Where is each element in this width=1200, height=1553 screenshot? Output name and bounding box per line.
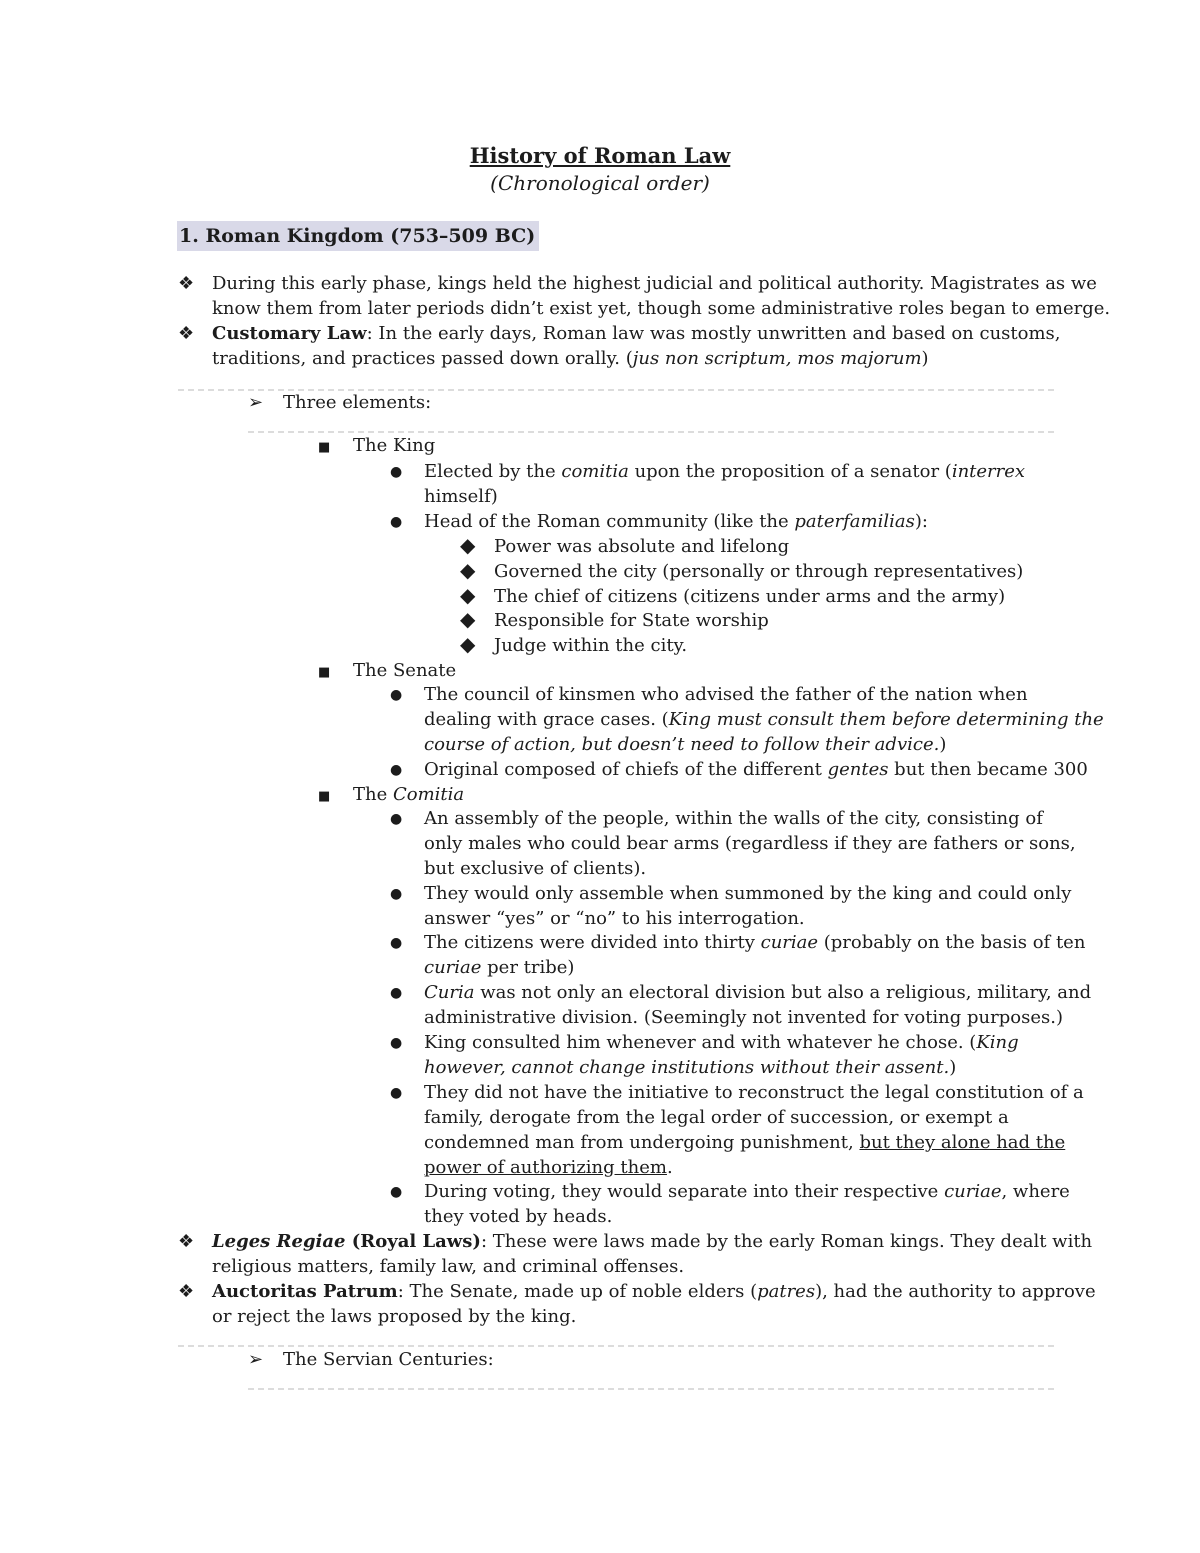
- senate-council-text: dealing with grace cases. (: [424, 709, 669, 730]
- customary-law-text-2: traditions, and practices passed down orally. (: [212, 348, 633, 369]
- square-bullet-icon: ■: [318, 789, 331, 804]
- section-heading-roman-kingdom: 1. Roman Kingdom (753–509 BC): [177, 221, 539, 251]
- senate-original-text-b: but then became 300: [888, 759, 1088, 780]
- dot-bullet-icon: ●: [390, 514, 403, 530]
- king-head-text-a: Head of the Roman community (like the: [424, 511, 795, 532]
- comitia-consulted-italic-2: however, cannot change institutions without their assent.: [424, 1057, 950, 1078]
- dashed-separator: [248, 1388, 1054, 1390]
- leges-regiae-label: Leges Regiae: [212, 1231, 346, 1252]
- king-governed-item: Governed the city (personally or through representatives): [494, 561, 1024, 582]
- customary-law-close: ): [921, 348, 929, 369]
- senate-council-line-3: [424, 732, 946, 757]
- arrow-bullet-icon: ➢: [248, 392, 264, 413]
- fancy-diamond-bullet-icon: ❖: [178, 1231, 195, 1252]
- comitia-initiative-line-2: family, derogate from the legal order of succession, or exempt a: [424, 1107, 1009, 1128]
- comitia-voting-text-b: , where: [1001, 1181, 1070, 1202]
- auctoritas-text-a: : The Senate, made up of noble elders (: [397, 1281, 758, 1302]
- comitia-curia-line-2: administrative division. (Seemingly not invented for voting purposes.): [424, 1007, 1063, 1028]
- comitia-label: [353, 782, 464, 807]
- comitia-curiae-line-1: [424, 930, 1085, 955]
- diamond-bullet-icon: ◆: [460, 583, 476, 607]
- bullet-intro-line-2: know them from later periods didn’t exist yet, though some administrative roles began to emerge.: [212, 298, 1111, 319]
- auctoritas-label: Auctoritas Patrum: [212, 1281, 398, 1302]
- comitia-consulted-line-2: [424, 1055, 956, 1080]
- senate-council-italic-2: course of action, but doesn’t need to follow their advice.: [424, 734, 940, 755]
- comitia-summoned-line-2: answer “yes” or “no” to his interrogation.: [424, 908, 805, 929]
- comitia-curiae-line-2: [424, 955, 574, 980]
- comitia-label-italic: Comitia: [392, 784, 465, 805]
- customary-law-line-2: [212, 346, 929, 371]
- comitia-label-a: The: [353, 784, 393, 805]
- comitia-consulted-text: King consulted him whenever and with whatever he chose. (: [424, 1032, 977, 1053]
- king-elected-text-b: upon the proposition of a senator (: [628, 461, 952, 482]
- comitia-initiative-underlined-2: power of authorizing them: [424, 1157, 667, 1178]
- king-elected-text-a: Elected by the: [424, 461, 562, 482]
- comitia-voting-italic: curiae: [944, 1181, 1002, 1202]
- dot-bullet-icon: ●: [390, 935, 403, 951]
- comitia-consulted-line-1: [424, 1030, 1019, 1055]
- comitia-summoned-line-1: They would only assemble when summoned by the king and could only: [424, 883, 1072, 904]
- square-bullet-icon: ■: [318, 665, 331, 680]
- auctoritas-patres: patres: [757, 1281, 816, 1302]
- diamond-bullet-icon: ◆: [460, 533, 476, 557]
- leges-regiae-text: : These were laws made by the early Roman kings. They dealt with: [480, 1231, 1093, 1252]
- king-chief-item: The chief of citizens (citizens under arms and the army): [494, 586, 1006, 607]
- comitia-curiae-text-a: The citizens were divided into thirty: [424, 932, 761, 953]
- arrow-bullet-icon: ➢: [248, 1349, 264, 1370]
- auctoritas-text-b: ), had the authority to approve: [815, 1281, 1096, 1302]
- comitia-curia-italic: Curia: [424, 982, 475, 1003]
- comitia-curiae-text-b: (probably on the basis of ten: [818, 932, 1086, 953]
- dot-bullet-icon: ●: [390, 811, 403, 827]
- dot-bullet-icon: ●: [390, 1085, 403, 1101]
- dot-bullet-icon: ●: [390, 464, 403, 480]
- comitia-initiative-line-1: They did not have the initiative to reconstruct the legal constitution of a: [424, 1082, 1084, 1103]
- comitia-curia-text: was not only an electoral division but also a religious, military, and: [474, 982, 1092, 1003]
- senate-council-line-1: The council of kinsmen who advised the father of the nation when: [424, 684, 1028, 705]
- diamond-bullet-icon: ◆: [460, 632, 476, 656]
- customary-law-line-1: [212, 321, 1061, 346]
- diamond-bullet-icon: ◆: [460, 558, 476, 582]
- king-elected-line-2: himself): [424, 486, 498, 507]
- comitia-consulted-close: ): [949, 1057, 957, 1078]
- king-elected-interrex: interrex: [951, 461, 1026, 482]
- king-label: The King: [353, 435, 436, 456]
- diamond-bullet-icon: ◆: [460, 607, 476, 631]
- senate-council-close: ): [939, 734, 947, 755]
- auctoritas-line-2: or reject the laws proposed by the king.: [212, 1306, 577, 1327]
- comitia-curiae-italic-2: curiae: [424, 957, 482, 978]
- king-judge-item: Judge within the city.: [494, 635, 688, 656]
- king-head-paterfamilias: paterfamilias: [794, 511, 915, 532]
- senate-original-gentes: gentes: [827, 759, 889, 780]
- customary-law-label: Customary Law: [212, 323, 367, 344]
- king-worship-item: Responsible for State worship: [494, 610, 769, 631]
- comitia-voting-line-1: [424, 1179, 1070, 1204]
- comitia-curiae-italic: curiae: [760, 932, 819, 953]
- comitia-voting-line-2: they voted by heads.: [424, 1206, 613, 1227]
- dot-bullet-icon: ●: [390, 886, 403, 902]
- comitia-consulted-italic: King: [976, 1032, 1019, 1053]
- comitia-initiative-line-3: [424, 1130, 1065, 1155]
- comitia-assembly-line-2: only males who could bear arms (regardless if they are fathers or sons,: [424, 833, 1076, 854]
- king-elected-line-1: [424, 459, 1025, 484]
- fancy-diamond-bullet-icon: ❖: [178, 1281, 195, 1302]
- senate-council-line-2: [424, 707, 1104, 732]
- comitia-voting-text-a: During voting, they would separate into their respective: [424, 1181, 945, 1202]
- king-head-line: [424, 509, 928, 534]
- senate-original-line: [424, 757, 1088, 782]
- king-head-text-b: ):: [914, 511, 928, 532]
- king-elected-comitia: comitia: [561, 461, 629, 482]
- comitia-curiae-text-c: per tribe): [481, 957, 575, 978]
- comitia-initiative-text: condemned man from undergoing punishment,: [424, 1132, 860, 1153]
- customary-law-latin: jus non scriptum, mos majorum: [632, 348, 922, 369]
- king-power-item: Power was absolute and lifelong: [494, 536, 790, 557]
- customary-law-text: : In the early days, Roman law was mostly unwritten and based on customs,: [366, 323, 1061, 344]
- fancy-diamond-bullet-icon: ❖: [178, 323, 195, 344]
- comitia-assembly-line-1: An assembly of the people, within the walls of the city, consisting of: [424, 808, 1043, 829]
- leges-regiae-line-1: [212, 1229, 1092, 1254]
- document-subtitle: (Chronological order): [490, 171, 710, 195]
- comitia-initiative-period: .: [666, 1157, 673, 1178]
- leges-regiae-label-b: (Royal Laws): [345, 1231, 481, 1252]
- servian-centuries-label: The Servian Centuries:: [283, 1349, 494, 1370]
- dot-bullet-icon: ●: [390, 1184, 403, 1200]
- comitia-initiative-line-4: [424, 1155, 673, 1180]
- senate-original-text-a: Original composed of chiefs of the different: [424, 759, 828, 780]
- fancy-diamond-bullet-icon: ❖: [178, 273, 195, 294]
- senate-council-italic: King must consult them before determining the: [668, 709, 1104, 730]
- comitia-initiative-underlined: but they alone had the: [859, 1132, 1066, 1153]
- dot-bullet-icon: ●: [390, 985, 403, 1001]
- document-title: History of Roman Law: [469, 143, 731, 168]
- bullet-intro-line-1: During this early phase, kings held the highest judicial and political authority. Magistrates as we: [212, 273, 1097, 294]
- comitia-assembly-line-3: but exclusive of clients).: [424, 858, 647, 879]
- comitia-curia-line-1: [424, 980, 1091, 1005]
- auctoritas-line-1: [212, 1279, 1096, 1304]
- leges-regiae-line-2: religious matters, family law, and criminal offenses.: [212, 1256, 685, 1277]
- senate-label: The Senate: [353, 660, 457, 681]
- three-elements-label: Three elements:: [283, 392, 432, 413]
- dot-bullet-icon: ●: [390, 687, 403, 703]
- dot-bullet-icon: ●: [390, 1035, 403, 1051]
- dot-bullet-icon: ●: [390, 762, 403, 778]
- square-bullet-icon: ■: [318, 440, 331, 455]
